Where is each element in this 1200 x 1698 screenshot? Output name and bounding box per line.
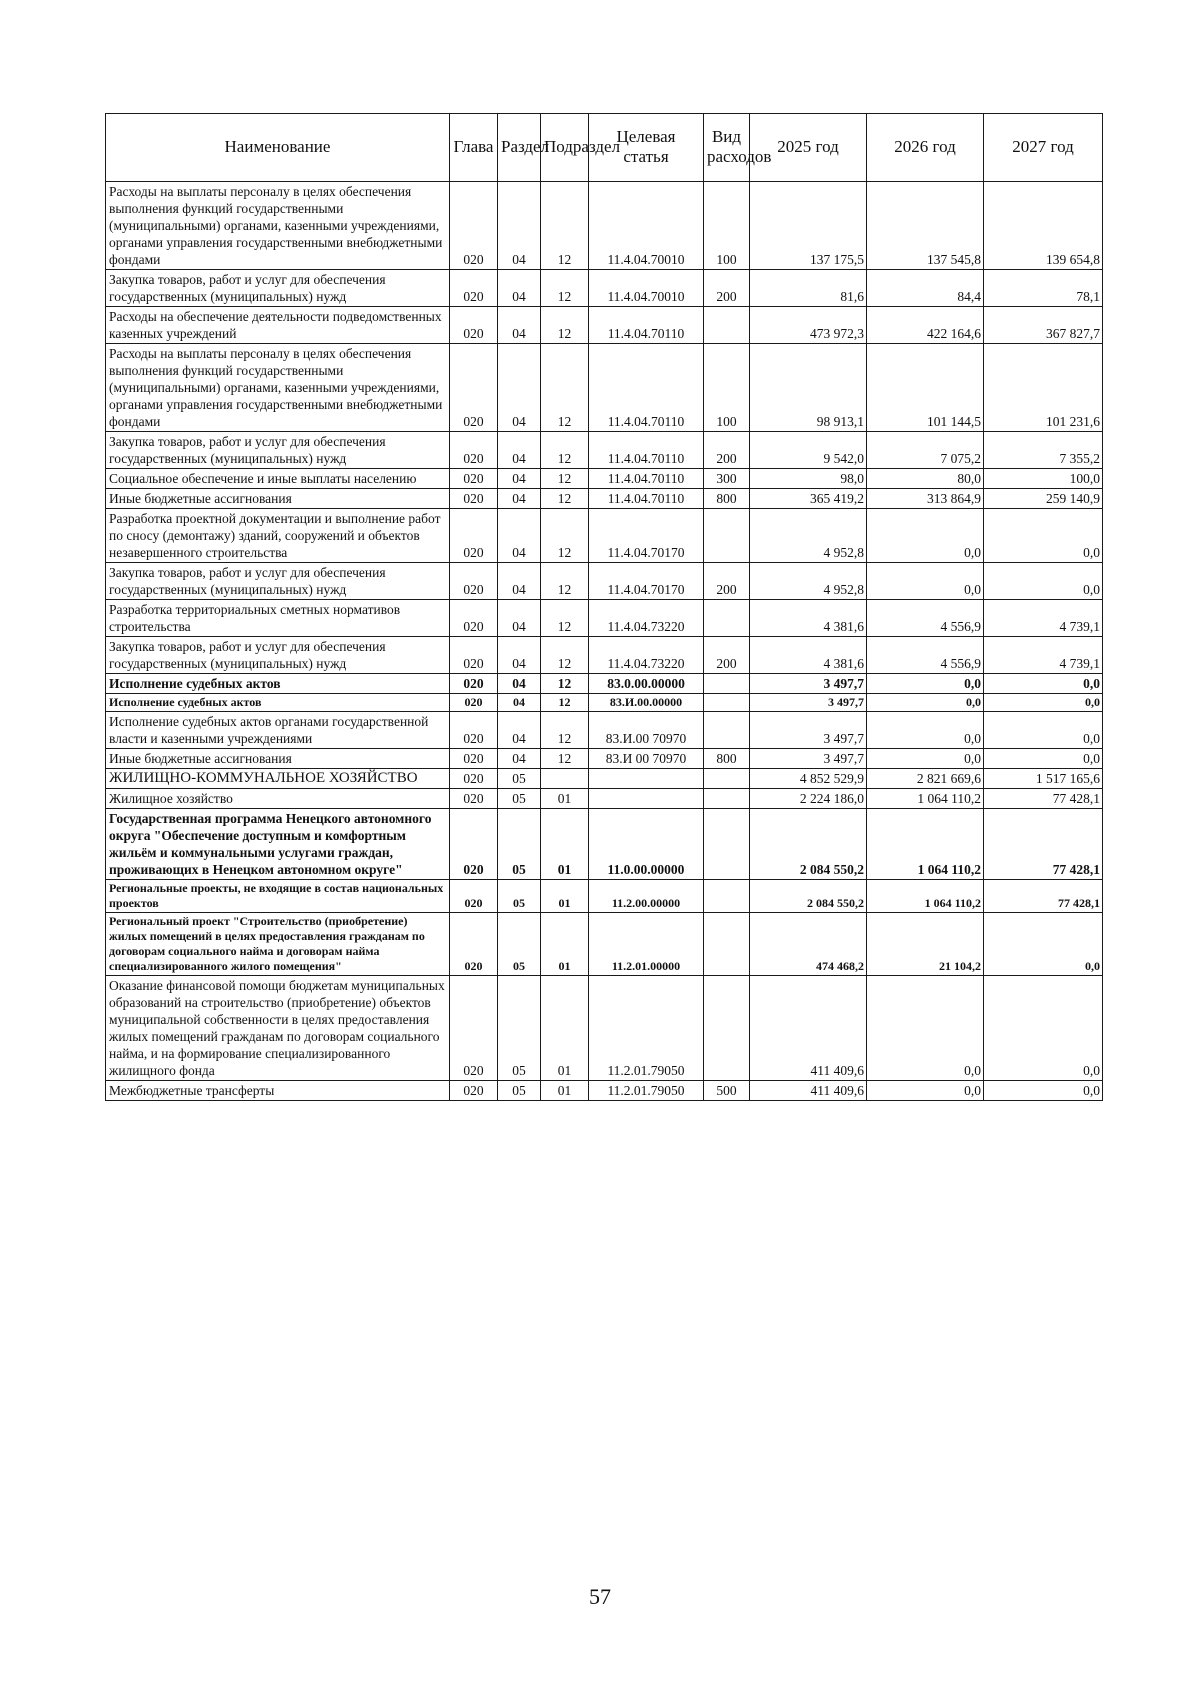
cell-article: 11.4.04.73220 xyxy=(589,637,704,674)
cell-podrazdel xyxy=(541,769,589,789)
cell-glava: 020 xyxy=(450,344,498,432)
cell-2025: 411 409,6 xyxy=(750,1081,867,1101)
cell-podrazdel: 12 xyxy=(541,270,589,307)
cell-glava: 020 xyxy=(450,509,498,563)
cell-2026: 21 104,2 xyxy=(867,913,984,976)
cell-article: 11.4.04.70110 xyxy=(589,432,704,469)
cell-razdel: 05 xyxy=(498,789,541,809)
cell-glava: 020 xyxy=(450,694,498,712)
cell-article: 11.4.04.70010 xyxy=(589,270,704,307)
table-row xyxy=(106,489,1103,509)
cell-article: 83.0.00.00000 xyxy=(589,674,704,694)
cell-2025: 98 913,1 xyxy=(750,344,867,432)
cell-vid xyxy=(704,913,750,976)
table-row xyxy=(106,307,1103,344)
table-row xyxy=(106,769,1103,789)
cell-podrazdel: 01 xyxy=(541,913,589,976)
table-row xyxy=(106,880,1103,913)
table-row xyxy=(106,913,1103,976)
cell-vid: 200 xyxy=(704,270,750,307)
cell-razdel: 04 xyxy=(498,600,541,637)
cell-vid: 200 xyxy=(704,563,750,600)
cell-2026: 4 556,9 xyxy=(867,600,984,637)
cell-2026: 0,0 xyxy=(867,674,984,694)
cell-2026: 0,0 xyxy=(867,712,984,749)
cell-podrazdel: 12 xyxy=(541,307,589,344)
cell-article: 83.И.00 70970 xyxy=(589,712,704,749)
cell-name: Исполнение судебных актов xyxy=(106,674,450,694)
cell-vid: 800 xyxy=(704,489,750,509)
table-row xyxy=(106,976,1103,1081)
table-row xyxy=(106,469,1103,489)
cell-article: 11.0.00.00000 xyxy=(589,809,704,880)
cell-2026: 0,0 xyxy=(867,976,984,1081)
cell-2025: 365 419,2 xyxy=(750,489,867,509)
cell-2025: 2 084 550,2 xyxy=(750,880,867,913)
cell-name: Жилищное хозяйство xyxy=(106,789,450,809)
table-row xyxy=(106,637,1103,674)
cell-2025: 3 497,7 xyxy=(750,694,867,712)
cell-article: 11.4.04.73220 xyxy=(589,600,704,637)
cell-glava: 020 xyxy=(450,270,498,307)
cell-vid xyxy=(704,976,750,1081)
cell-2027: 367 827,7 xyxy=(984,307,1103,344)
cell-glava: 020 xyxy=(450,432,498,469)
cell-2025: 4 952,8 xyxy=(750,563,867,600)
cell-2026: 0,0 xyxy=(867,694,984,712)
cell-razdel: 04 xyxy=(498,563,541,600)
table-row xyxy=(106,789,1103,809)
cell-razdel: 04 xyxy=(498,694,541,712)
cell-2026: 137 545,8 xyxy=(867,182,984,270)
cell-podrazdel: 12 xyxy=(541,674,589,694)
cell-2025: 3 497,7 xyxy=(750,749,867,769)
cell-article: 11.2.00.00000 xyxy=(589,880,704,913)
cell-podrazdel: 12 xyxy=(541,432,589,469)
cell-2025: 4 381,6 xyxy=(750,637,867,674)
cell-2026: 1 064 110,2 xyxy=(867,809,984,880)
cell-glava: 020 xyxy=(450,637,498,674)
cell-glava: 020 xyxy=(450,469,498,489)
header-2025: 2025 год xyxy=(750,114,867,182)
header-podrazdel: Подраздел xyxy=(541,114,589,182)
cell-article: 11.4.04.70170 xyxy=(589,563,704,600)
cell-podrazdel: 01 xyxy=(541,1081,589,1101)
cell-vid xyxy=(704,600,750,637)
table-row xyxy=(106,712,1103,749)
cell-name: ЖИЛИЩНО-КОММУНАЛЬНОЕ ХОЗЯЙСТВО xyxy=(106,769,450,789)
header-2026: 2026 год xyxy=(867,114,984,182)
header-article: Целевая статья xyxy=(589,114,704,182)
cell-vid: 800 xyxy=(704,749,750,769)
cell-2025: 98,0 xyxy=(750,469,867,489)
cell-article: 11.4.04.70110 xyxy=(589,307,704,344)
cell-glava: 020 xyxy=(450,600,498,637)
cell-2025: 4 381,6 xyxy=(750,600,867,637)
cell-razdel: 05 xyxy=(498,1081,541,1101)
cell-razdel: 05 xyxy=(498,769,541,789)
cell-razdel: 04 xyxy=(498,270,541,307)
cell-2026: 1 064 110,2 xyxy=(867,880,984,913)
cell-podrazdel: 12 xyxy=(541,509,589,563)
cell-glava: 020 xyxy=(450,749,498,769)
cell-name: Закупка товаров, работ и услуг для обеспечения государственных (муниципальных) нужд xyxy=(106,563,450,600)
cell-vid: 200 xyxy=(704,637,750,674)
header-vid: Вид расходов xyxy=(704,114,750,182)
cell-glava: 020 xyxy=(450,1081,498,1101)
cell-2025: 4 952,8 xyxy=(750,509,867,563)
cell-razdel: 04 xyxy=(498,712,541,749)
cell-vid xyxy=(704,880,750,913)
cell-razdel: 05 xyxy=(498,976,541,1081)
cell-2027: 77 428,1 xyxy=(984,880,1103,913)
cell-razdel: 05 xyxy=(498,809,541,880)
cell-article: 11.4.04.70170 xyxy=(589,509,704,563)
cell-2026: 0,0 xyxy=(867,749,984,769)
cell-glava: 020 xyxy=(450,809,498,880)
cell-razdel: 04 xyxy=(498,637,541,674)
cell-vid xyxy=(704,694,750,712)
cell-article: 83.И.00.00000 xyxy=(589,694,704,712)
cell-podrazdel: 12 xyxy=(541,694,589,712)
cell-2025: 473 972,3 xyxy=(750,307,867,344)
cell-article: 11.4.04.70110 xyxy=(589,344,704,432)
cell-glava: 020 xyxy=(450,182,498,270)
cell-vid: 500 xyxy=(704,1081,750,1101)
cell-name: Иные бюджетные ассигнования xyxy=(106,749,450,769)
table-header-row xyxy=(106,114,1103,182)
cell-glava: 020 xyxy=(450,307,498,344)
table-row xyxy=(106,182,1103,270)
cell-name: Исполнение судебных актов органами государственной власти и казенными учреждениями xyxy=(106,712,450,749)
cell-2025: 411 409,6 xyxy=(750,976,867,1081)
table-body xyxy=(106,182,1103,1101)
page-number: 57 xyxy=(589,1584,611,1609)
cell-podrazdel: 12 xyxy=(541,344,589,432)
cell-vid xyxy=(704,809,750,880)
cell-name: Закупка товаров, работ и услуг для обеспечения государственных (муниципальных) нужд xyxy=(106,432,450,469)
cell-2026: 4 556,9 xyxy=(867,637,984,674)
cell-2026: 1 064 110,2 xyxy=(867,789,984,809)
cell-razdel: 04 xyxy=(498,469,541,489)
cell-name: Иные бюджетные ассигнования xyxy=(106,489,450,509)
cell-name: Расходы на выплаты персоналу в целях обеспечения выполнения функций государственными (муниципальными) органами, казенными учреждениями, органами управления государственными внебюджетными фондами xyxy=(106,344,450,432)
cell-name: Межбюджетные трансферты xyxy=(106,1081,450,1101)
cell-name: Расходы на обеспечение деятельности подведомственных казенных учреждений xyxy=(106,307,450,344)
cell-vid xyxy=(704,712,750,749)
cell-2026: 422 164,6 xyxy=(867,307,984,344)
cell-podrazdel: 12 xyxy=(541,182,589,270)
table-row xyxy=(106,432,1103,469)
cell-2027: 100,0 xyxy=(984,469,1103,489)
cell-name: Оказание финансовой помощи бюджетам муниципальных образований на строительство (приобретение) объектов муниципальной собственности в целях предоставления жилых помещений гражданам по договорам социального найма, и на формирование специализированного жилищного фонда xyxy=(106,976,450,1081)
cell-razdel: 04 xyxy=(498,674,541,694)
cell-vid: 100 xyxy=(704,344,750,432)
cell-2025: 4 852 529,9 xyxy=(750,769,867,789)
table-row xyxy=(106,344,1103,432)
cell-2027: 78,1 xyxy=(984,270,1103,307)
cell-article xyxy=(589,789,704,809)
cell-2027: 0,0 xyxy=(984,1081,1103,1101)
cell-2026: 0,0 xyxy=(867,509,984,563)
table-row xyxy=(106,694,1103,712)
cell-2026: 0,0 xyxy=(867,563,984,600)
cell-podrazdel: 01 xyxy=(541,880,589,913)
cell-podrazdel: 12 xyxy=(541,749,589,769)
table-row xyxy=(106,270,1103,307)
cell-podrazdel: 12 xyxy=(541,600,589,637)
cell-2025: 474 468,2 xyxy=(750,913,867,976)
cell-glava: 020 xyxy=(450,769,498,789)
cell-podrazdel: 01 xyxy=(541,976,589,1081)
cell-name: Расходы на выплаты персоналу в целях обеспечения выполнения функций государственными (муниципальными) органами, казенными учреждениями, органами управления государственными внебюджетными фондами xyxy=(106,182,450,270)
cell-article xyxy=(589,769,704,789)
cell-name: Социальное обеспечение и иные выплаты населению xyxy=(106,469,450,489)
cell-name: Региональный проект "Строительство (приобретение) жилых помещений в целях предоставления гражданам по договорам социального найма и договорам найма специализированного жилого помещения" xyxy=(106,913,450,976)
cell-2026: 84,4 xyxy=(867,270,984,307)
cell-razdel: 04 xyxy=(498,307,541,344)
cell-glava: 020 xyxy=(450,976,498,1081)
cell-2027: 77 428,1 xyxy=(984,809,1103,880)
header-name: Наименование xyxy=(106,114,450,182)
cell-article: 11.4.04.70110 xyxy=(589,489,704,509)
cell-razdel: 04 xyxy=(498,489,541,509)
cell-2025: 2 224 186,0 xyxy=(750,789,867,809)
cell-2026: 7 075,2 xyxy=(867,432,984,469)
cell-article: 11.4.04.70110 xyxy=(589,469,704,489)
cell-name: Разработка территориальных сметных нормативов строительства xyxy=(106,600,450,637)
header-2027: 2027 год xyxy=(984,114,1103,182)
cell-podrazdel: 12 xyxy=(541,563,589,600)
cell-article: 83.И 00 70970 xyxy=(589,749,704,769)
cell-2027: 4 739,1 xyxy=(984,600,1103,637)
cell-vid xyxy=(704,789,750,809)
cell-razdel: 04 xyxy=(498,182,541,270)
cell-2026: 80,0 xyxy=(867,469,984,489)
table-row xyxy=(106,509,1103,563)
cell-2027: 77 428,1 xyxy=(984,789,1103,809)
cell-2026: 0,0 xyxy=(867,1081,984,1101)
budget-table xyxy=(105,113,1103,1101)
cell-vid: 200 xyxy=(704,432,750,469)
table-row xyxy=(106,749,1103,769)
cell-podrazdel: 01 xyxy=(541,809,589,880)
cell-name: Закупка товаров, работ и услуг для обеспечения государственных (муниципальных) нужд xyxy=(106,270,450,307)
cell-2027: 0,0 xyxy=(984,509,1103,563)
cell-vid: 100 xyxy=(704,182,750,270)
cell-2027: 259 140,9 xyxy=(984,489,1103,509)
cell-2025: 137 175,5 xyxy=(750,182,867,270)
cell-2025: 2 084 550,2 xyxy=(750,809,867,880)
table-row xyxy=(106,674,1103,694)
cell-2025: 81,6 xyxy=(750,270,867,307)
cell-razdel: 04 xyxy=(498,509,541,563)
cell-glava: 020 xyxy=(450,563,498,600)
cell-podrazdel: 12 xyxy=(541,712,589,749)
table-row xyxy=(106,809,1103,880)
cell-2025: 3 497,7 xyxy=(750,674,867,694)
table-row xyxy=(106,600,1103,637)
cell-name: Государственная программа Ненецкого автономного округа "Обеспечение доступным и комфортным жильём и коммунальными услугами граждан, проживающих в Ненецком автономном округе" xyxy=(106,809,450,880)
cell-2027: 0,0 xyxy=(984,913,1103,976)
cell-2027: 0,0 xyxy=(984,749,1103,769)
cell-vid xyxy=(704,307,750,344)
cell-2027: 7 355,2 xyxy=(984,432,1103,469)
cell-article: 11.2.01.79050 xyxy=(589,1081,704,1101)
cell-glava: 020 xyxy=(450,789,498,809)
cell-article: 11.4.04.70010 xyxy=(589,182,704,270)
cell-2027: 0,0 xyxy=(984,712,1103,749)
cell-vid xyxy=(704,769,750,789)
cell-razdel: 05 xyxy=(498,913,541,976)
cell-2026: 101 144,5 xyxy=(867,344,984,432)
cell-2027: 0,0 xyxy=(984,674,1103,694)
cell-2025: 9 542,0 xyxy=(750,432,867,469)
cell-2026: 313 864,9 xyxy=(867,489,984,509)
cell-podrazdel: 12 xyxy=(541,637,589,674)
cell-article: 11.2.01.00000 xyxy=(589,913,704,976)
cell-vid xyxy=(704,674,750,694)
cell-razdel: 05 xyxy=(498,880,541,913)
cell-razdel: 04 xyxy=(498,344,541,432)
cell-name: Исполнение судебных актов xyxy=(106,694,450,712)
cell-podrazdel: 12 xyxy=(541,489,589,509)
cell-glava: 020 xyxy=(450,712,498,749)
table-row xyxy=(106,563,1103,600)
cell-article: 11.2.01.79050 xyxy=(589,976,704,1081)
header-razdel: Раздел xyxy=(498,114,541,182)
cell-razdel: 04 xyxy=(498,749,541,769)
cell-podrazdel: 01 xyxy=(541,789,589,809)
cell-2027: 139 654,8 xyxy=(984,182,1103,270)
cell-2027: 0,0 xyxy=(984,563,1103,600)
cell-2027: 1 517 165,6 xyxy=(984,769,1103,789)
cell-vid: 300 xyxy=(704,469,750,489)
cell-vid xyxy=(704,509,750,563)
table-row xyxy=(106,1081,1103,1101)
cell-name: Разработка проектной документации и выполнение работ по сносу (демонтажу) зданий, сооружений и объектов незавершенного строительства xyxy=(106,509,450,563)
cell-2025: 3 497,7 xyxy=(750,712,867,749)
cell-name: Закупка товаров, работ и услуг для обеспечения государственных (муниципальных) нужд xyxy=(106,637,450,674)
cell-glava: 020 xyxy=(450,913,498,976)
cell-name: Региональные проекты, не входящие в состав национальных проектов xyxy=(106,880,450,913)
cell-glava: 020 xyxy=(450,489,498,509)
cell-razdel: 04 xyxy=(498,432,541,469)
cell-2026: 2 821 669,6 xyxy=(867,769,984,789)
cell-2027: 101 231,6 xyxy=(984,344,1103,432)
cell-2027: 0,0 xyxy=(984,976,1103,1081)
cell-2027: 0,0 xyxy=(984,694,1103,712)
cell-2027: 4 739,1 xyxy=(984,637,1103,674)
cell-glava: 020 xyxy=(450,880,498,913)
cell-glava: 020 xyxy=(450,674,498,694)
cell-podrazdel: 12 xyxy=(541,469,589,489)
header-glava: Глава xyxy=(450,114,498,182)
